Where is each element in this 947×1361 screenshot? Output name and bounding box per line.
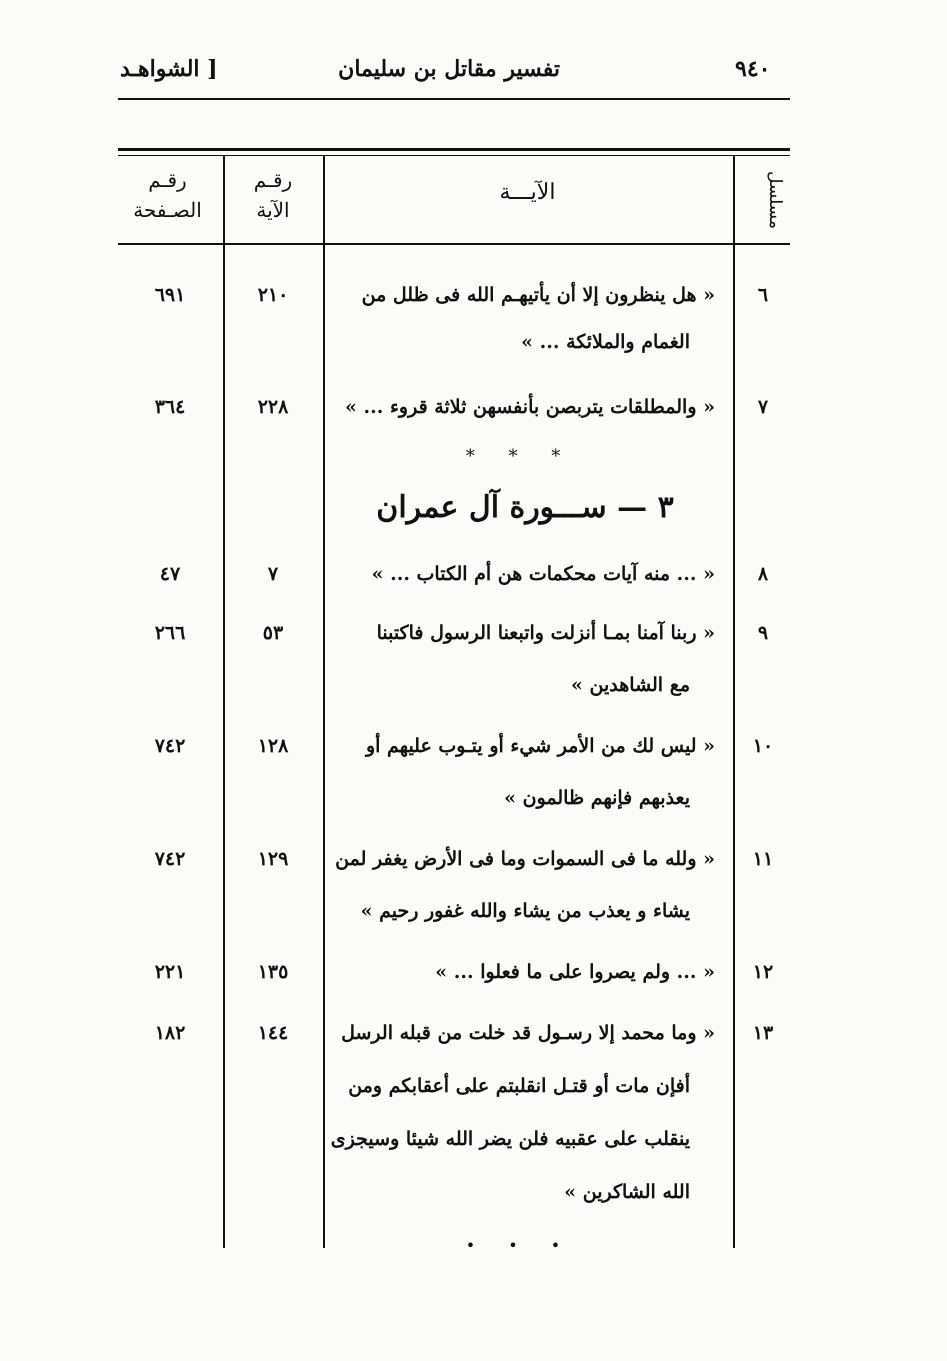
verse-number: ١٤٤: [257, 1022, 289, 1044]
book-title: تفسير مقاتل بن سليمان: [338, 56, 560, 82]
page-ref: ٦٩١: [154, 284, 186, 306]
page-ref: ٣٦٤: [154, 396, 186, 418]
column-header-serial: مسلسل: [765, 171, 785, 229]
verse-number: ١٢٨: [257, 735, 289, 757]
verse-line: « ... منه آيات محكمات هن أم الكتاب ... »: [371, 563, 715, 585]
serial-number: ٦: [757, 284, 769, 306]
verse-number: ٢١٠: [257, 284, 289, 306]
verse-line: أفإن مات أو قتـل انقلبتم على أعقابكم ومن: [348, 1075, 690, 1097]
verse-line: الله الشاكرين »: [564, 1181, 690, 1203]
verse-line: ينقلب على عقبيه فلن يضر الله شيئا وسيجزى: [330, 1128, 690, 1150]
table-top-rule: [118, 148, 790, 151]
verse-number: ١٢٩: [257, 848, 289, 870]
serial-number: ١٣: [752, 1022, 774, 1044]
surah-heading: ٣ — ســـورة آل عمران: [376, 490, 674, 525]
section-title: [ الشواهـد: [120, 56, 218, 82]
verse-line: « والمطلقات يتربصن بأنفسهن ثلاثة قروء ... »: [345, 396, 715, 418]
column-divider-verse: [323, 155, 325, 1248]
page-ref: ٤٧: [159, 563, 181, 585]
page-ref: ٢٢١: [154, 961, 186, 983]
page-number: ٩٤٠: [735, 56, 771, 82]
verse-number: ٥٣: [262, 622, 284, 644]
verse-number: ١٣٥: [257, 961, 289, 983]
serial-number: ١١: [752, 848, 774, 870]
page-ref: ٢٦٦: [154, 622, 186, 644]
verse-number: ٧: [267, 563, 279, 585]
section-divider-stars: * * *: [465, 446, 575, 467]
serial-number: ١٢: [752, 961, 774, 983]
verse-line: « ربنا آمنا بمـا أنزلت واتبعنا الرسول فاكتبنا: [376, 622, 715, 644]
verse-line: « وما محمد إلا رسـول قد خلت من قبله الرسل: [341, 1022, 715, 1044]
verse-line: « ولله ما فى السموات وما فى الأرض يغفر لمن: [335, 848, 715, 870]
page-ref: ٧٤٢: [154, 735, 186, 757]
column-header-verse: الآيـــة: [499, 180, 556, 205]
verse-line: يعذبهم فإنهم ظالمون »: [504, 787, 690, 809]
column-divider-serial: [733, 155, 735, 1248]
verse-line: الغمام والملائكة ... »: [521, 331, 690, 353]
column-header-page-number: رقـم الصـفحة: [133, 168, 202, 222]
verse-number: ٢٢٨: [257, 396, 289, 418]
verse-line: « هل ينظرون إلا أن يأتيهـم الله فى ظلل من: [361, 284, 715, 306]
serial-number: ٧: [757, 396, 769, 418]
header-rule: [118, 98, 790, 100]
verse-line: « ليس لك من الأمر شيء أو يتـوب عليهم أو: [365, 735, 715, 757]
table-header-rule: [118, 243, 790, 245]
page-ref: ٧٤٢: [154, 848, 186, 870]
serial-number: ٨: [757, 563, 769, 585]
column-header-verse-number: رقـم الآية: [253, 168, 293, 222]
serial-number: ٩: [757, 622, 769, 644]
column-divider-aya: [223, 155, 225, 1248]
verse-line: « ... ولم يصروا على ما فعلوا ... »: [435, 961, 715, 983]
page-ref: ١٨٢: [154, 1022, 186, 1044]
end-dots: • • •: [465, 1236, 575, 1255]
serial-number: ١٠: [752, 735, 774, 757]
verse-line: مع الشاهدين »: [571, 674, 690, 696]
table-top-rule-thin: [118, 155, 790, 156]
verse-line: يشاء و يعذب من يشاء والله غفور رحيم »: [360, 900, 690, 922]
